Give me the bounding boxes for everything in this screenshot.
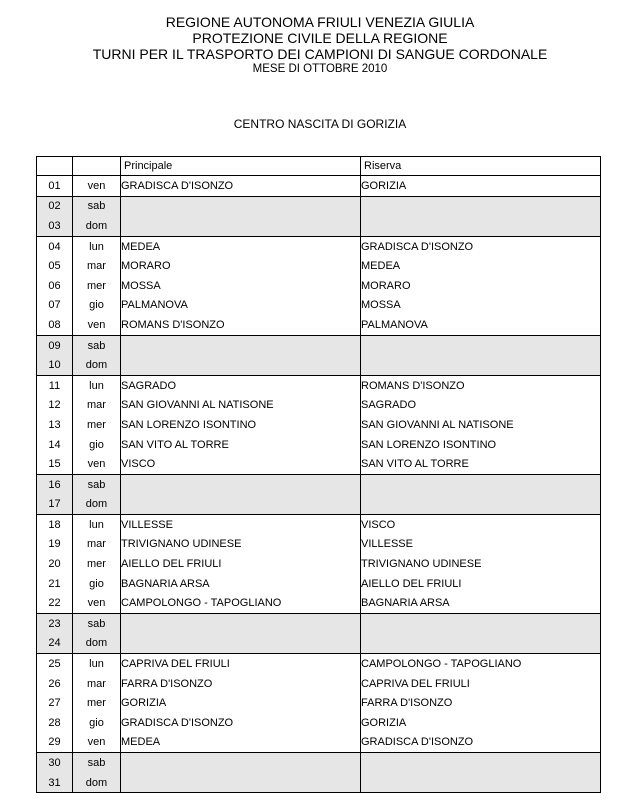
cell-principale <box>121 753 361 773</box>
cell-principale: SAN GIOVANNI AL NATISONE <box>121 396 361 416</box>
table-row <box>37 654 601 674</box>
cell-principale <box>121 196 361 216</box>
cell-weekday: mar <box>73 674 121 694</box>
table-row <box>37 614 601 634</box>
header-weekday <box>73 157 121 176</box>
cell-principale: MOSSA <box>121 276 361 296</box>
cell-principale: SAN LORENZO ISONTINO <box>121 415 361 435</box>
cell-principale: VISCO <box>121 454 361 474</box>
cell-riserva: SAN VITO AL TORRE <box>361 454 601 474</box>
cell-day-number: 15 <box>37 454 73 474</box>
cell-riserva <box>361 196 601 216</box>
cell-weekday: ven <box>73 733 121 753</box>
document-header <box>0 14 640 76</box>
cell-day-number: 19 <box>37 535 73 555</box>
table-row <box>37 674 601 694</box>
cell-riserva: ROMANS D'ISONZO <box>361 375 601 395</box>
cell-weekday: lun <box>73 236 121 256</box>
cell-weekday: mer <box>73 276 121 296</box>
cell-principale: AIELLO DEL FRIULI <box>121 554 361 574</box>
table-row <box>37 535 601 555</box>
table-row <box>37 435 601 455</box>
cell-weekday: gio <box>73 574 121 594</box>
cell-day-number: 23 <box>37 614 73 634</box>
cell-principale <box>121 216 361 236</box>
cell-weekday: mar <box>73 396 121 416</box>
cell-principale: PALMANOVA <box>121 296 361 316</box>
cell-riserva: MOSSA <box>361 296 601 316</box>
cell-day-number: 04 <box>37 236 73 256</box>
table-row <box>37 415 601 435</box>
cell-riserva: SAGRADO <box>361 396 601 416</box>
cell-riserva: CAPRIVA DEL FRIULI <box>361 674 601 694</box>
cell-principale: GRADISCA D'ISONZO <box>121 713 361 733</box>
table-row <box>37 515 601 535</box>
table-row <box>37 574 601 594</box>
table-row <box>37 276 601 296</box>
cell-riserva: VILLESSE <box>361 535 601 555</box>
cell-day-number: 02 <box>37 196 73 216</box>
cell-weekday: mar <box>73 535 121 555</box>
table-row <box>37 236 601 256</box>
table-row <box>37 454 601 474</box>
cell-principale: TRIVIGNANO UDINESE <box>121 535 361 555</box>
cell-weekday: sab <box>73 335 121 355</box>
cell-riserva: PALMANOVA <box>361 315 601 335</box>
cell-riserva: VISCO <box>361 515 601 535</box>
table-row <box>37 733 601 753</box>
cell-day-number: 10 <box>37 355 73 375</box>
cell-principale: GRADISCA D'ISONZO <box>121 176 361 197</box>
cell-weekday: sab <box>73 614 121 634</box>
table-row <box>37 773 601 793</box>
table-row <box>37 554 601 574</box>
cell-principale <box>121 355 361 375</box>
cell-day-number: 29 <box>37 733 73 753</box>
header-month: MESE DI OTTOBRE 2010 <box>252 63 388 75</box>
header-region: REGIONE AUTONOMA FRIULI VENEZIA GIULIA <box>165 14 475 30</box>
header-riserva: Riserva <box>361 157 601 176</box>
cell-weekday: dom <box>73 495 121 515</box>
cell-principale: MEDEA <box>121 733 361 753</box>
centre-subtitle: CENTRO NASCITA DI GORIZIA <box>233 117 407 131</box>
table-row <box>37 176 601 197</box>
cell-riserva: GORIZIA <box>361 176 601 197</box>
cell-weekday: ven <box>73 454 121 474</box>
cell-principale <box>121 614 361 634</box>
cell-day-number: 31 <box>37 773 73 793</box>
cell-principale <box>121 474 361 494</box>
cell-principale: SAN VITO AL TORRE <box>121 435 361 455</box>
table-row <box>37 335 601 355</box>
cell-weekday: lun <box>73 375 121 395</box>
cell-weekday: mer <box>73 554 121 574</box>
cell-principale: GORIZIA <box>121 693 361 713</box>
cell-riserva <box>361 634 601 654</box>
cell-riserva: SAN LORENZO ISONTINO <box>361 435 601 455</box>
cell-riserva: GRADISCA D'ISONZO <box>361 236 601 256</box>
cell-weekday: lun <box>73 654 121 674</box>
cell-principale: SAGRADO <box>121 375 361 395</box>
cell-day-number: 18 <box>37 515 73 535</box>
cell-weekday: ven <box>73 315 121 335</box>
cell-day-number: 13 <box>37 415 73 435</box>
cell-riserva: GORIZIA <box>361 713 601 733</box>
cell-weekday: mar <box>73 256 121 276</box>
cell-principale: MORARO <box>121 256 361 276</box>
cell-day-number: 03 <box>37 216 73 236</box>
cell-day-number: 12 <box>37 396 73 416</box>
cell-principale: CAMPOLONGO - TAPOGLIANO <box>121 593 361 613</box>
table-row <box>37 216 601 236</box>
cell-day-number: 26 <box>37 674 73 694</box>
cell-riserva: CAMPOLONGO - TAPOGLIANO <box>361 654 601 674</box>
table-row <box>37 296 601 316</box>
header-department: PROTEZIONE CIVILE DELLA REGIONE <box>192 30 448 46</box>
header-day-number <box>37 157 73 176</box>
cell-principale: VILLESSE <box>121 515 361 535</box>
cell-riserva <box>361 753 601 773</box>
cell-principale: ROMANS D'ISONZO <box>121 315 361 335</box>
cell-weekday: ven <box>73 176 121 197</box>
cell-principale: FARRA D'ISONZO <box>121 674 361 694</box>
cell-weekday: mer <box>73 693 121 713</box>
cell-riserva <box>361 773 601 793</box>
cell-riserva: MORARO <box>361 276 601 296</box>
cell-riserva: GRADISCA D'ISONZO <box>361 733 601 753</box>
table-row <box>37 256 601 276</box>
cell-day-number: 05 <box>37 256 73 276</box>
cell-day-number: 09 <box>37 335 73 355</box>
shift-table <box>36 156 601 793</box>
cell-riserva: MEDEA <box>361 256 601 276</box>
cell-riserva <box>361 614 601 634</box>
table-row <box>37 593 601 613</box>
header-title: TURNI PER IL TRASPORTO DEI CAMPIONI DI SANGUE CORDONALE <box>92 46 548 62</box>
table-row <box>37 713 601 733</box>
cell-day-number: 07 <box>37 296 73 316</box>
cell-riserva <box>361 355 601 375</box>
cell-day-number: 27 <box>37 693 73 713</box>
cell-principale: BAGNARIA ARSA <box>121 574 361 594</box>
table-header-row <box>37 157 601 176</box>
cell-day-number: 28 <box>37 713 73 733</box>
cell-weekday: dom <box>73 773 121 793</box>
table-row <box>37 396 601 416</box>
header-principale: Principale <box>121 157 361 176</box>
cell-riserva: AIELLO DEL FRIULI <box>361 574 601 594</box>
cell-weekday: sab <box>73 196 121 216</box>
cell-riserva <box>361 495 601 515</box>
cell-day-number: 21 <box>37 574 73 594</box>
cell-weekday: dom <box>73 634 121 654</box>
cell-principale <box>121 773 361 793</box>
cell-weekday: ven <box>73 593 121 613</box>
cell-day-number: 22 <box>37 593 73 613</box>
cell-day-number: 11 <box>37 375 73 395</box>
cell-principale <box>121 495 361 515</box>
cell-weekday: lun <box>73 515 121 535</box>
cell-day-number: 14 <box>37 435 73 455</box>
cell-weekday: dom <box>73 355 121 375</box>
cell-principale: CAPRIVA DEL FRIULI <box>121 654 361 674</box>
cell-principale <box>121 634 361 654</box>
table-row <box>37 634 601 654</box>
cell-weekday: gio <box>73 435 121 455</box>
cell-weekday: sab <box>73 753 121 773</box>
cell-day-number: 30 <box>37 753 73 773</box>
table-row <box>37 693 601 713</box>
cell-day-number: 17 <box>37 495 73 515</box>
cell-day-number: 01 <box>37 176 73 197</box>
cell-day-number: 25 <box>37 654 73 674</box>
cell-weekday: sab <box>73 474 121 494</box>
cell-principale: MEDEA <box>121 236 361 256</box>
table-row <box>37 196 601 216</box>
cell-weekday: dom <box>73 216 121 236</box>
cell-day-number: 20 <box>37 554 73 574</box>
cell-day-number: 08 <box>37 315 73 335</box>
cell-riserva: FARRA D'ISONZO <box>361 693 601 713</box>
cell-riserva: SAN GIOVANNI AL NATISONE <box>361 415 601 435</box>
table-row <box>37 753 601 773</box>
cell-day-number: 16 <box>37 474 73 494</box>
cell-riserva <box>361 216 601 236</box>
cell-riserva <box>361 335 601 355</box>
table-row <box>37 474 601 494</box>
cell-day-number: 24 <box>37 634 73 654</box>
cell-riserva <box>361 474 601 494</box>
table-row <box>37 315 601 335</box>
table-row <box>37 355 601 375</box>
table-row <box>37 495 601 515</box>
table-row <box>37 375 601 395</box>
cell-riserva: TRIVIGNANO UDINESE <box>361 554 601 574</box>
cell-weekday: gio <box>73 713 121 733</box>
cell-day-number: 06 <box>37 276 73 296</box>
cell-weekday: mer <box>73 415 121 435</box>
cell-weekday: gio <box>73 296 121 316</box>
cell-riserva: BAGNARIA ARSA <box>361 593 601 613</box>
table-body <box>37 176 601 793</box>
cell-principale <box>121 335 361 355</box>
